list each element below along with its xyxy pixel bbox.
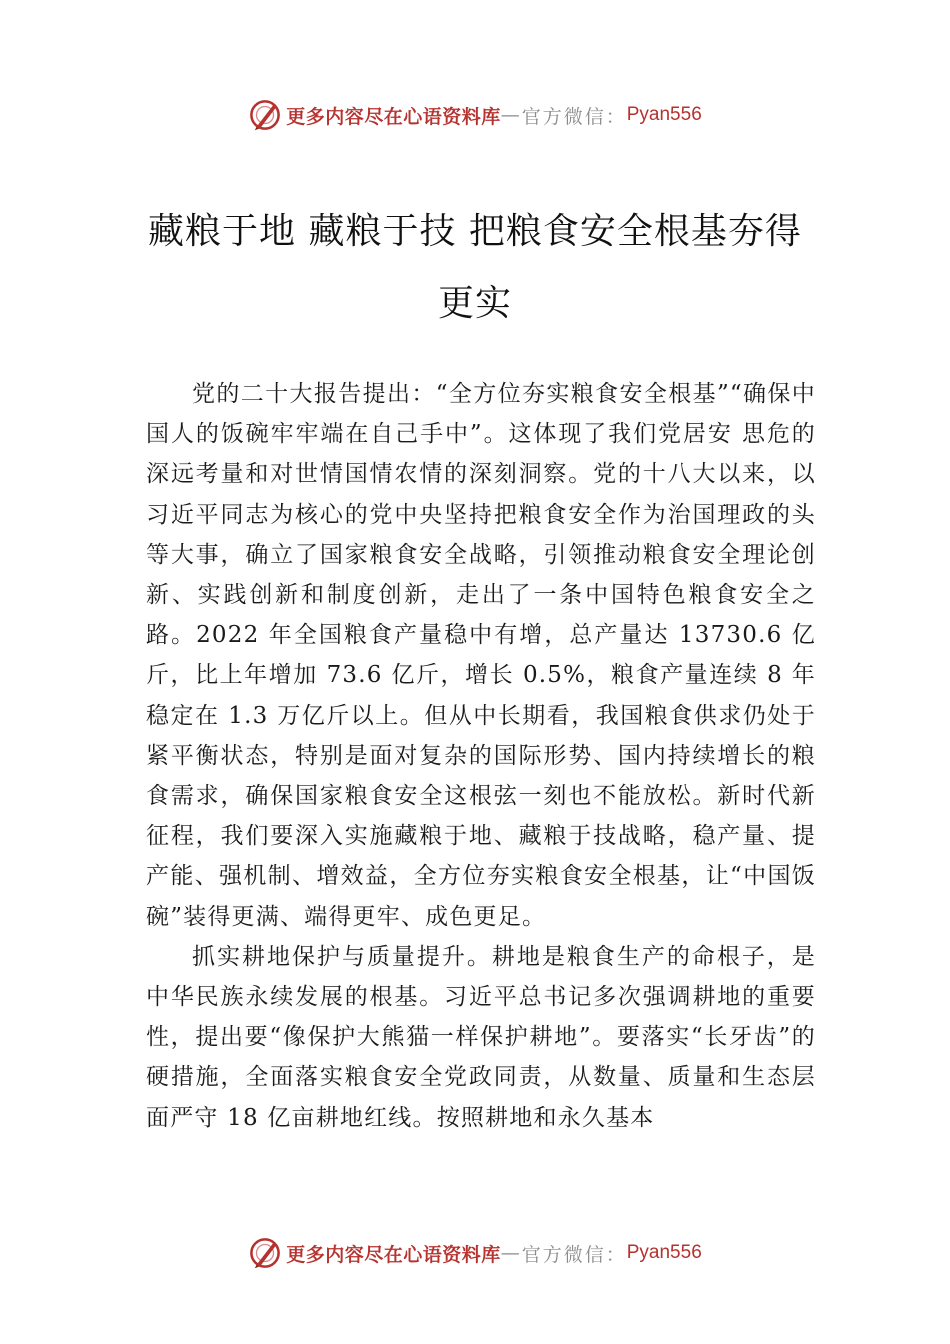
watermark-separator: — — [500, 1242, 522, 1264]
footer-watermark — [0, 1233, 950, 1273]
pen-logo-icon — [248, 98, 282, 132]
body-paragraph-1: 党的二十大报告提出：“全方位夯实粮食安全根基”“确保中国人的饭碗牢牢端在自己手中”。这体现了我们党居安 思危的深远考量和对世情国情农情的深刻洞察。党的十八大以来，以习近平同志为核心的党中央坚持把粮食安全作为治国理政的头等大事，确立了国家粮食安全战略，引领推动粮食安全理论创新、实践创新和制度创新，走出了一条中国特色粮食安全之路。2022 年全国粮食产量稳中有增，总产量达 13730.6 亿斤，比上年增加 73.6 亿斤，增长 0.5%，粮食产量连续 8 年稳定在 1.3 万亿斤以上。但从中长期看，我国粮食供求仍处于紧平衡状态，特别是面对复杂的国际形势、国内持续增长的粮食需求，确保国家粮食安全这根弦一刻也不能放松。新时代新征程，我们要深入实施藏粮于地、藏粮于技战略，稳产量、提产能、强机制、增效益，全方位夯实粮食安全根基，让“中国饭碗”装得更满、端得更牢、成色更足。 — [146, 381, 816, 930]
watermark-wechat-id: Pyan556 — [626, 1242, 702, 1263]
body-paragraph-2: 抓实耕地保护与质量提升。耕地是粮食生产的命根子，是中华民族永续发展的根基。习近平总书记多次强调耕地的重要性，提出要“像保护大熊猫一样保护耕地”。要落实“长牙齿”的硬措施，全面落实粮食安全党政同责，从数量、质量和生态层面严守 18 亿亩耕地红线。按照耕地和永久基本 — [146, 943, 816, 1131]
watermark-brand: 更多内容尽在心语资料库 — [286, 1243, 501, 1266]
watermark-wechat-label: 官方微信： — [521, 1243, 627, 1266]
watermark-wechat-id: Pyan556 — [626, 104, 702, 125]
watermark-separator: — — [500, 104, 522, 126]
document-title: 藏粮于地 藏粮于技 把粮食安全根基夯得更实 — [148, 211, 802, 324]
header-watermark — [0, 95, 950, 135]
watermark-brand: 更多内容尽在心语资料库 — [286, 105, 501, 128]
document-body — [146, 374, 816, 1138]
pen-logo-icon — [248, 1236, 282, 1270]
watermark-wechat-label: 官方微信： — [521, 105, 627, 128]
